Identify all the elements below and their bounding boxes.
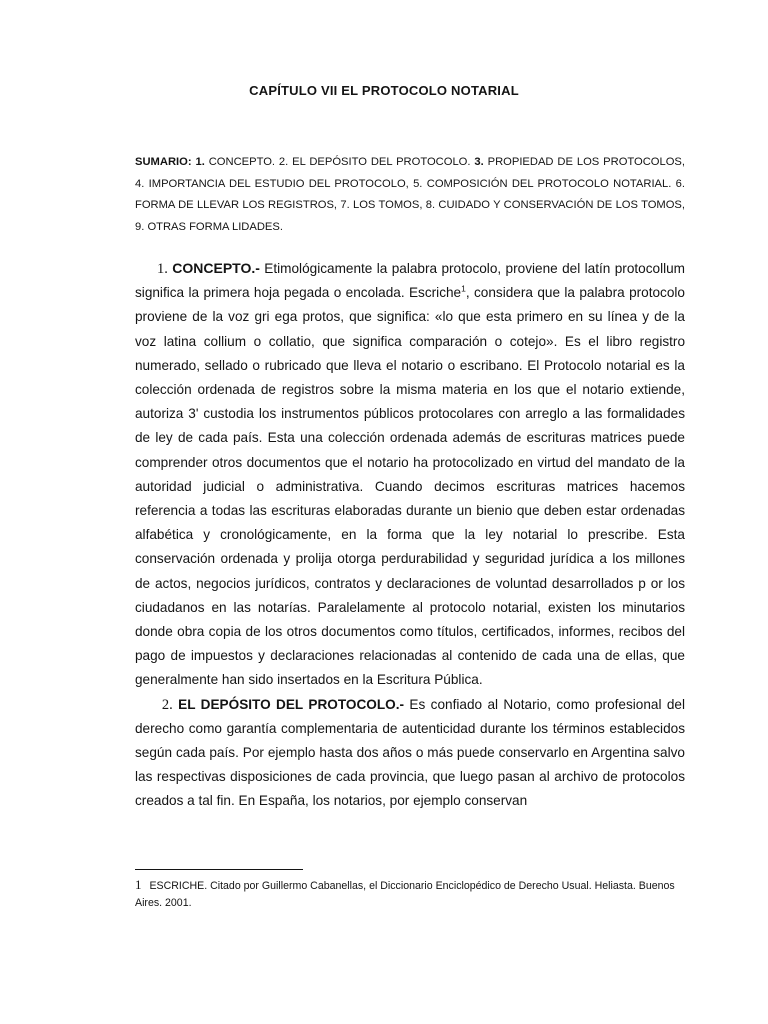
section-heading: CONCEPTO.- <box>172 260 260 276</box>
section-number: 1. <box>156 261 168 277</box>
section-deposito <box>135 693 685 814</box>
summary-item1-text: CONCEPTO. 2. EL DEPÓSITO DEL PROTOCOLO. <box>204 156 475 168</box>
summary-item1-number: 1. <box>195 156 205 168</box>
footnote-number: 1 <box>135 877 142 892</box>
section-text: , considera que la palabra protocolo proviene de la voz gri ega protos, que significa: «lo que esta primero en su línea y de la voz latina collium o collatio, que significa comparación o cotejo». Es el libro registro numerado, sellado o rubricado que lleva el notario o escribano. El Protocolo notarial es la colección ordenada de registros sobre la misma materia en los que el notario extiende, autoriza 3' custodia los instrumentos públicos protocolares con arreglo a las formalidades de ley de cada país. Esta una colección ordenada además de escrituras matrices puede comprender otros documentos que el notario ha protocolizado en virtud del mandato de la autoridad judicial o administrativa. Cuando decimos escrituras matrices hacemos referencia a todas las escrituras elaboradas durante un bienio que deben estar ordenadas alfabética y cronológicamente, en la forma que la ley notarial lo prescribe. Esta conservación ordenada y prolija otorga perdurabilidad y seguridad jurídica a los millones de actos, negocios jurídicos, contratos y declaraciones de voluntad desarrollados p or los ciudadanos en las notarías. Paralelamente al protocolo notarial, existen los minutarios donde obra copia de los otros documentos como títulos, certificados, informes, recibos del pago de impuestos y declaraciones relacionadas al contenido de cada una de ellas, que generalmente han sido insertados en la Escritura Pública. <box>135 285 685 688</box>
section-text: Etimológicamente la palabra protocolo, proviene del latín protocollum significa la primera hoja pegada o encolada. Escriche <box>135 261 685 301</box>
footnote-text: ESCRICHE. Citado por Guillermo Cabanellas, el Diccionario Enciclopédico de Derecho Usual. Heliasta. Buenos Aires. 2001. <box>135 880 675 909</box>
section-number: 2. <box>161 696 173 713</box>
section-heading: EL DEPÓSITO DEL PROTOCOLO.- <box>178 696 405 712</box>
summary-paragraph <box>135 152 685 238</box>
document-body <box>135 256 685 814</box>
footnote <box>135 876 690 912</box>
summary-label: SUMARIO: <box>135 156 192 168</box>
chapter-title: CAPÍTULO VII EL PROTOCOLO NOTARIAL <box>249 83 519 98</box>
summary-item3-text: PROPIEDAD DE LOS PROTOCOLOS, 4. IMPORTANCIA DEL ESTUDIO DEL PROTOCOLO, 5. COMPOSICIÓN DEL PROTOCOLO NOTARIAL. 6. FORMA DE LLEVAR LOS REGISTROS, 7. LOS TOMOS, 8. CUIDADO Y CONSERVACIÓN DE LOS TOMOS, 9. OTRAS FORMA LIDADES. <box>135 156 685 233</box>
section-concepto <box>135 256 685 693</box>
footnote-separator <box>135 869 303 870</box>
summary-item3-number: 3. <box>474 156 484 168</box>
footnote-reference[interactable]: 1 <box>461 283 466 294</box>
section-text: Es confiado al Notario, como profesional del derecho como garantía complementaria de autenticidad durante los términos establecidos según cada país. Por ejemplo hasta dos años o más puede conservarlo en Argentina salvo las respectivas disposiciones de cada provincia, que luego pasan al archivo de protocolos creados a tal fin. En España, los notarios, por ejemplo conservan <box>135 696 686 809</box>
